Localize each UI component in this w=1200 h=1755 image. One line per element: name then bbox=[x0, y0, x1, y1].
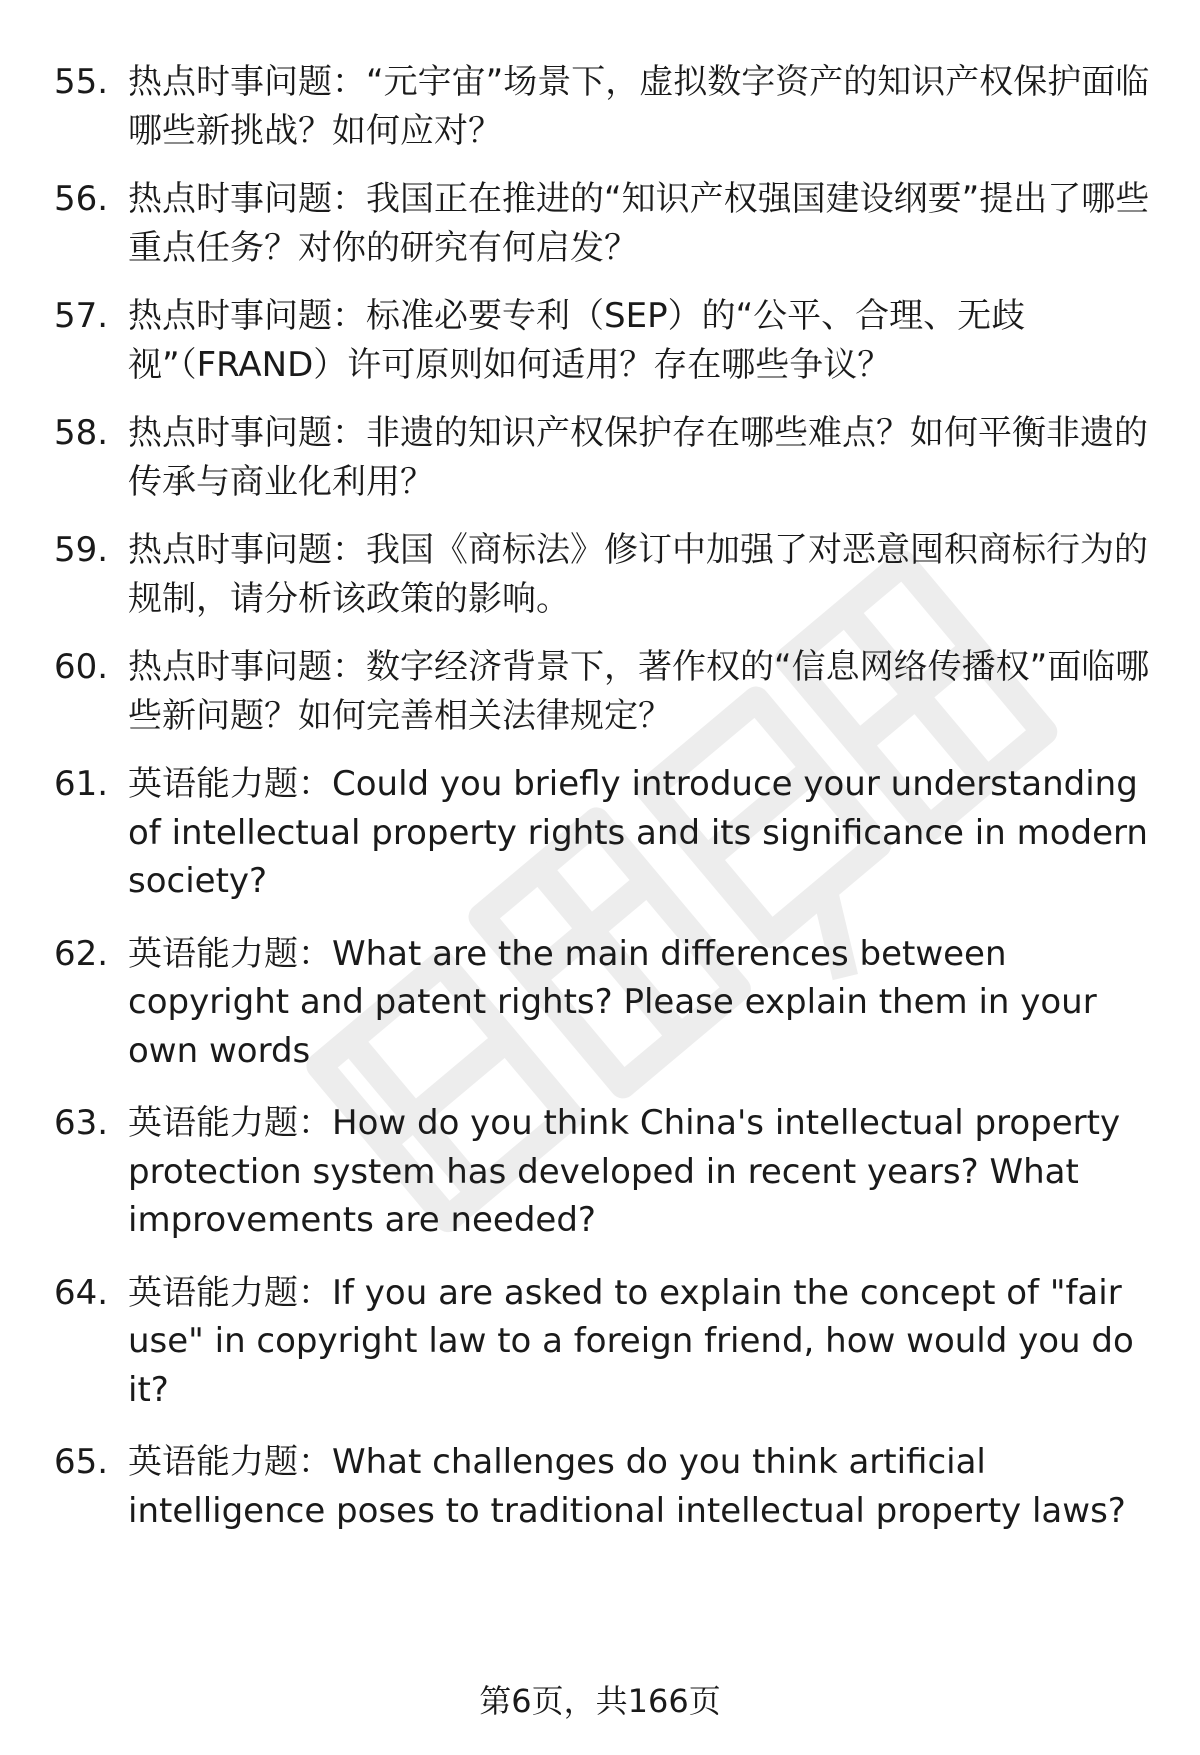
question-number: 57. bbox=[54, 296, 109, 336]
question-item bbox=[54, 1269, 1164, 1415]
question-body bbox=[128, 526, 1164, 623]
question-text: “元宇宙”场景下，虚拟数字资产的知识产权保护面临哪些新挑战？如何应对？ bbox=[128, 62, 1150, 151]
question-number: 61. bbox=[54, 764, 109, 804]
question-text: How do you think China's intellectual property protection system has developed in recent years? What improvements are needed? bbox=[128, 1103, 1121, 1240]
question-category: 英语能力题： bbox=[128, 933, 332, 974]
question-item bbox=[54, 1438, 1164, 1535]
question-text: 我国正在推进的“知识产权强国建设纲要”提出了哪些重点任务？对你的研究有何启发？ bbox=[128, 179, 1150, 268]
question-number: 59. bbox=[54, 530, 109, 570]
question-body bbox=[128, 643, 1164, 740]
question-item bbox=[54, 526, 1164, 623]
question-category: 英语能力题： bbox=[128, 1442, 332, 1482]
question-number: 58. bbox=[54, 413, 109, 453]
question-list bbox=[54, 58, 1164, 1535]
page-footer: 第6页，共166页 bbox=[479, 1682, 721, 1720]
question-text: What are the main differences between copyright and patent rights? Please explain them in your own words bbox=[128, 933, 1097, 1071]
question-category: 热点时事问题： bbox=[128, 179, 366, 219]
question-text: 我国《商标法》修订中加强了对恶意囤积商标行为的规制，请分析该政策的影响。 bbox=[128, 530, 1148, 619]
question-category: 热点时事问题： bbox=[128, 62, 366, 102]
question-body bbox=[128, 409, 1164, 506]
question-category: 英语能力题： bbox=[128, 1103, 332, 1143]
question-text: If you are asked to explain the concept of "fair use" in copyright law to a foreign friend, how would you do it? bbox=[128, 1272, 1134, 1410]
question-body bbox=[128, 1269, 1164, 1415]
question-item bbox=[54, 292, 1164, 389]
question-text: What challenges do you think artificial intelligence poses to traditional intellectual property laws? bbox=[128, 1442, 1126, 1531]
question-number: 63. bbox=[54, 1103, 109, 1143]
question-item bbox=[54, 175, 1164, 272]
question-number: 64. bbox=[54, 1272, 109, 1313]
question-item bbox=[54, 760, 1164, 906]
question-number: 56. bbox=[54, 179, 109, 219]
question-item bbox=[54, 409, 1164, 506]
question-category: 热点时事问题： bbox=[128, 530, 366, 570]
question-number: 65. bbox=[54, 1442, 109, 1482]
question-category: 热点时事问题： bbox=[128, 296, 366, 336]
question-text: Could you briefly introduce your understanding of intellectual property rights and its significance in modern society? bbox=[128, 764, 1148, 901]
question-number: 62. bbox=[54, 933, 109, 974]
question-item bbox=[54, 58, 1164, 155]
question-item bbox=[54, 930, 1164, 1076]
question-text: 数字经济背景下，著作权的“信息网络传播权”面临哪些新问题？如何完善相关法律规定？ bbox=[128, 647, 1150, 736]
question-category: 英语能力题： bbox=[128, 764, 332, 804]
question-body bbox=[128, 292, 1164, 389]
question-body bbox=[128, 175, 1164, 272]
question-item bbox=[54, 1099, 1164, 1245]
question-text: 标准必要专利（SEP）的“公平、合理、无歧视”（FRAND）许可原则如何适用？存在哪些争议？ bbox=[128, 296, 1026, 385]
question-body bbox=[128, 760, 1164, 906]
question-body bbox=[128, 1438, 1164, 1535]
question-body bbox=[128, 58, 1164, 155]
question-text: 非遗的知识产权保护存在哪些难点？如何平衡非遗的传承与商业化利用？ bbox=[128, 413, 1148, 502]
question-item bbox=[54, 643, 1164, 740]
question-number: 55. bbox=[54, 62, 109, 102]
question-number: 60. bbox=[54, 647, 109, 687]
question-category: 热点时事问题： bbox=[128, 413, 366, 453]
question-body bbox=[128, 1099, 1164, 1245]
question-category: 英语能力题： bbox=[128, 1272, 332, 1313]
question-body bbox=[128, 930, 1164, 1076]
question-category: 热点时事问题： bbox=[128, 647, 366, 687]
